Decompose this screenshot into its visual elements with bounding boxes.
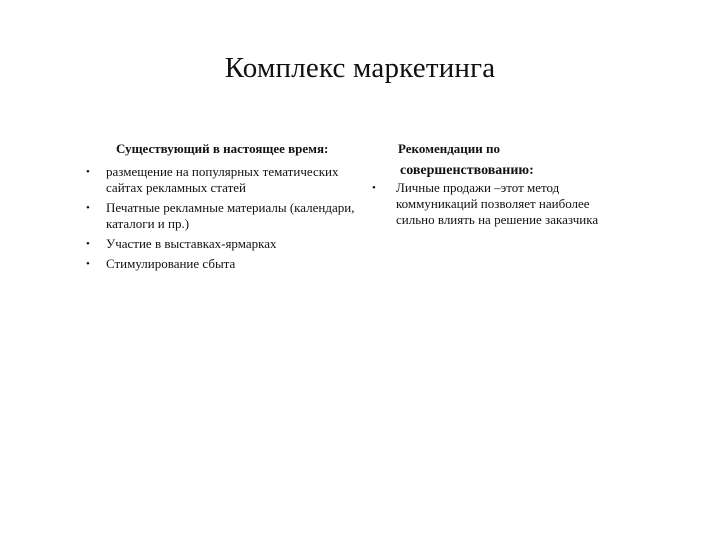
list-item-text: Печатные рекламные материалы (календари, каталоги и пр.) (106, 200, 355, 231)
recommendations-list (372, 180, 612, 232)
current-methods-list (86, 164, 356, 276)
list-item (86, 164, 356, 196)
bullet-icon: • (86, 258, 90, 270)
slide-title: Комплекс маркетинга (224, 52, 496, 84)
list-item (86, 256, 356, 272)
recommendations-heading: Рекомендации по (398, 141, 501, 156)
bullet-icon: • (86, 238, 90, 250)
list-item-text: Личные продажи –этот метод коммуникаций позволяет наиболее сильно влиять на решение заказчика (396, 180, 599, 227)
current-methods-heading: Существующий в настоящее время: (116, 141, 329, 156)
recommendations-heading-line2: совершенствованию: (400, 163, 534, 178)
bullet-icon: • (372, 182, 376, 194)
list-item (86, 200, 356, 232)
list-item-text: Стимулирование сбыта (106, 256, 236, 271)
bullet-icon: • (86, 166, 90, 178)
list-item-text: размещение на популярных тематических сайтах рекламных статей (106, 164, 339, 195)
list-item-text: Участие в выставках-ярмарках (106, 236, 277, 251)
list-item (86, 236, 356, 252)
list-item (372, 180, 612, 228)
bullet-icon: • (86, 202, 90, 214)
